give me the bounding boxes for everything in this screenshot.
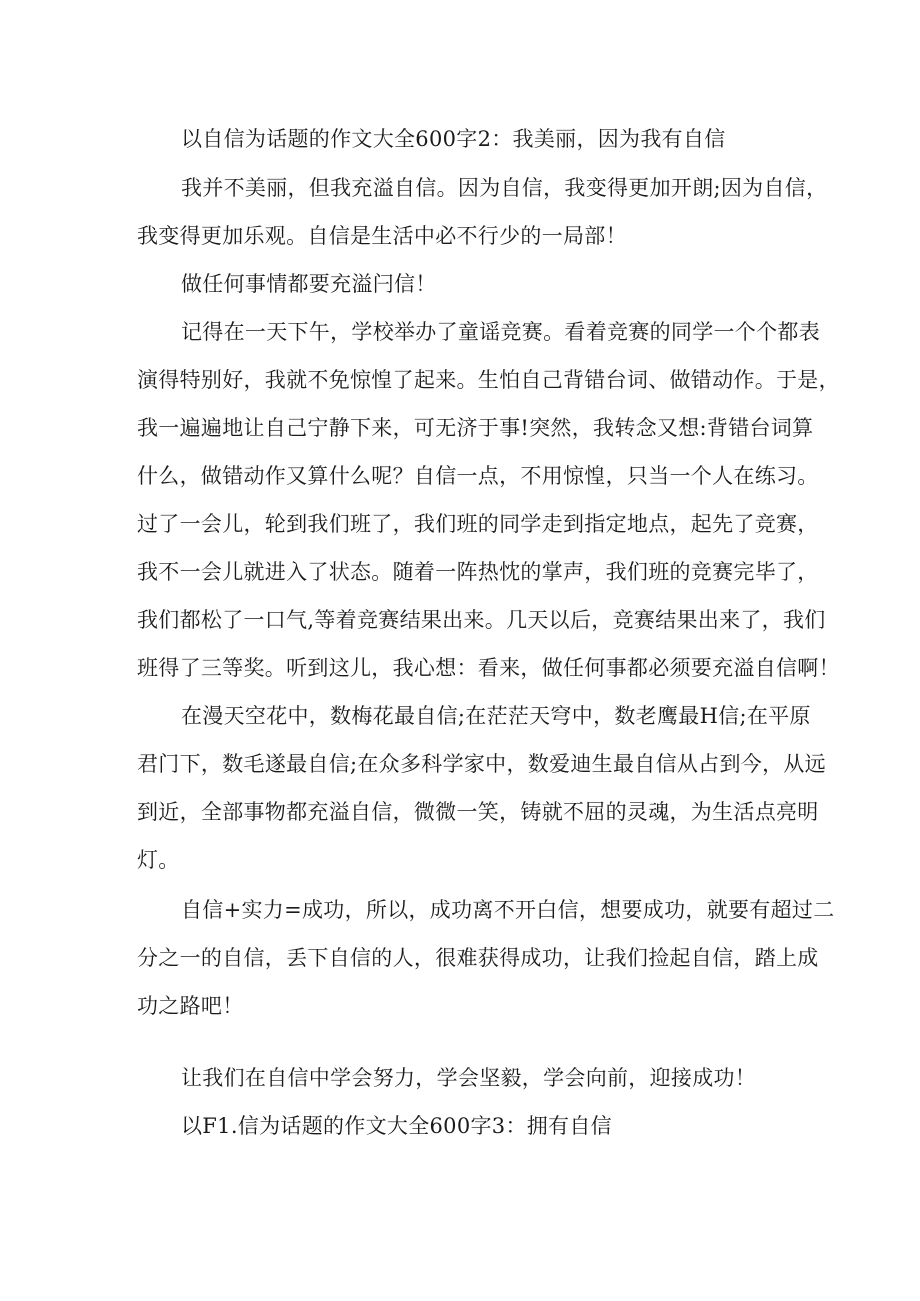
paragraph-1-line-1: 我并不美丽，但我充溢自信。因为自信，我变得更加开朗;因为自信， [181,176,828,200]
paragraph-1-line-2: 我变得更加乐观。自信是生活中必不行少的一局部！ [137,224,627,248]
paragraph-4-line-3: 到近，全部事物都充溢自信，微微一笑，铸就不屈的灵魂，为生活点亮明 [137,800,819,824]
essay-title: 以自信为话题的作文大全600字2：我美丽，因为我有自信 [181,127,726,151]
paragraph-3-line-5: 过了一会儿，轮到我们班了，我们班的同学走到指定地点，起先了竞赛， [137,512,819,536]
paragraph-2-line-1: 做任何事情都要充溢闩信！ [181,272,437,296]
paragraph-4-line-1: 在漫天空花中，数梅花最自信;在茫茫天穹中，数老鹰最H信;在平原 [181,704,811,728]
paragraph-3-line-4: 什么，做错动作又算什么呢？自信一点，不用惊惶，只当一个人在练习。 [137,464,819,488]
paragraph-6-line-1: 让我们在自信中学会努力，学会坚毅，学会向前，迎接成功！ [181,1066,757,1090]
paragraph-4-line-4: 灯。 [137,848,180,872]
paragraph-5-line-3: 功之路吧！ [137,994,244,1018]
paragraph-5-line-2: 分之一的自信，丢下自信的人，很难获得成功，让我们捡起自信，踏上成 [137,946,819,970]
next-essay-title: 以F1.信为话题的作文大全600字3：拥有自信 [181,1114,612,1138]
paragraph-3-line-8: 班得了三等奖。听到这儿，我心想：看来，做任何事都必须要充溢自信啊！ [137,656,840,680]
paragraph-3-line-7: 我们都松了一口气,等着竞赛结果出来。几天以后，竞赛结果出来了，我们 [137,608,826,632]
paragraph-4-line-2: 君门下，数毛遂最自信;在众多科学家中，数爱迪生最自信从占到今，从远 [137,752,826,776]
paragraph-3-line-6: 我不一会儿就进入了状态。随着一阵热忱的掌声，我们班的竞赛完毕了， [137,560,819,584]
paragraph-3-line-1: 记得在一天下午，学校举办了童谣竞赛。看着竞赛的同学一个个都表 [181,320,820,344]
paragraph-3-line-2: 演得特别好，我就不免惊惶了起来。生怕自己背错台词、做错动作。于是， [137,368,840,392]
paragraph-3-line-3: 我一遍遍地让自己宁静下来，可无济于事!突然，我转念又想:背错台词算 [137,416,814,440]
paragraph-5-line-1: 自信+实力=成功，所以，成功离不开白信，想要成功，就要有超过二 [181,898,835,922]
